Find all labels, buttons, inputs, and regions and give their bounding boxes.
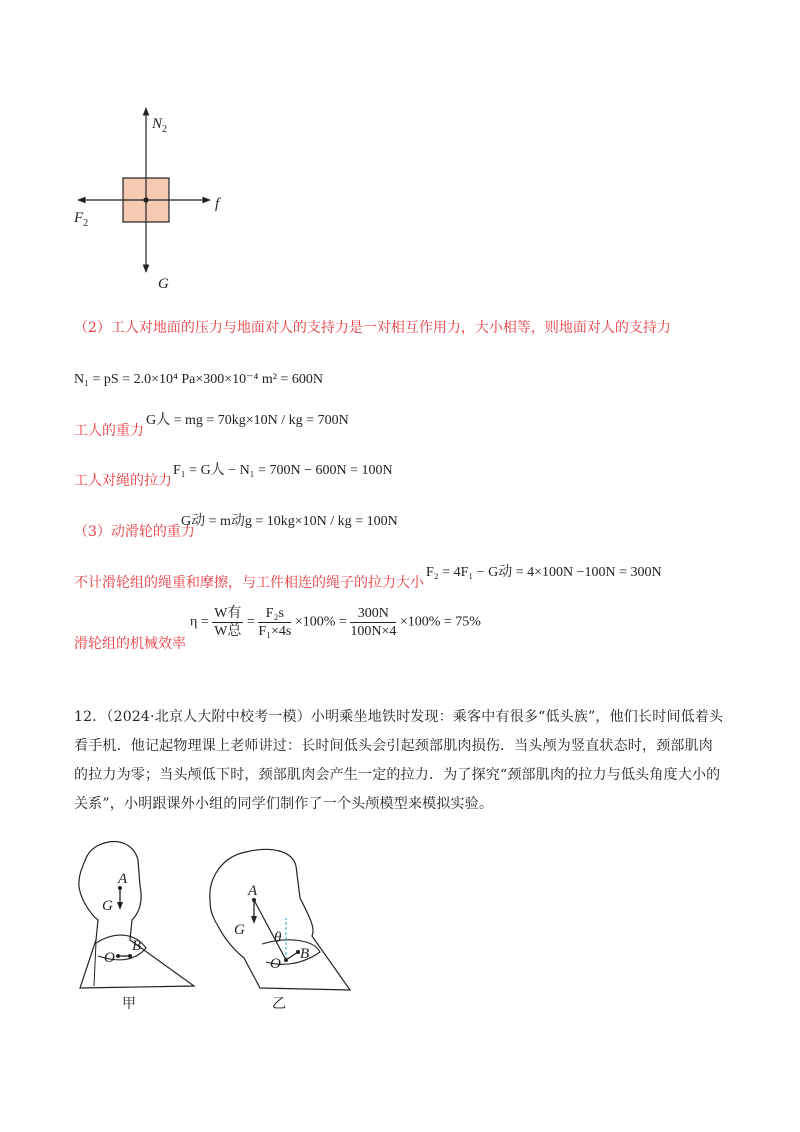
efficiency-label: 滑轮组的机械效率 xyxy=(74,636,186,652)
label-up: $N_2$ xyxy=(152,116,168,135)
svg-text:O: O xyxy=(270,956,281,972)
label-left: $F_2$ xyxy=(74,210,89,229)
svg-text:乙: 乙 xyxy=(272,996,286,1012)
head-figure-2 xyxy=(200,840,370,1012)
label-down: G xyxy=(158,276,169,292)
pull-label: 工人对绳的拉力 xyxy=(74,473,172,489)
eq-gravity: G人 = mg = 70kg×10N / kg = 700N xyxy=(146,413,349,428)
part2-intro: （2）工人对地面的压力与地面对人的支持力是一对相互作用力，大小相等，则地面对人的支持力 xyxy=(74,320,671,336)
eq-pull: F₁ = G人 − N₁ = 700N − 600N = 100N xyxy=(173,463,393,478)
svg-text:甲: 甲 xyxy=(122,996,136,1010)
eq-pulley: G动 = m动g = 10kg×10N / kg = 100N xyxy=(181,514,398,529)
rope-label: 不计滑轮组的绳重和摩擦，与工件相连的绳子的拉力大小 xyxy=(74,575,424,591)
label-right: f xyxy=(215,196,220,212)
eq-rope: F₂ = 4F₁ − G动 = 4×100N −100N = 300N xyxy=(426,565,662,580)
question-12-text: 12．（2024·北京人大附中校考一模）小明乘坐地铁时发现：乘客中有很多“低头族”，他们长时间低着头看手机．他记起物理课上老师讲过：长时间低头会引起颈部肌肉损伤．当头颅为竖直状态时，颈部肌肉的拉力为零；当头颅低下时，颈部肌肉会产生一定的拉力．为了探究“颈部肌肉的拉力与低头角度大小的关系”，小明跟课外小组的同学们制作了一个头颅模型来模拟实验。 xyxy=(74,709,724,812)
force-diagram xyxy=(60,100,250,300)
svg-text:θ: θ xyxy=(274,930,282,946)
gravity-label: 工人的重力 xyxy=(74,423,144,439)
pulley-label: （3）动滑轮的重力 xyxy=(74,524,195,540)
svg-text:G: G xyxy=(102,898,113,914)
svg-text:G: G xyxy=(234,922,245,938)
eq-n1: N₁ = pS = 2.0×10⁴ Pa×300×10⁻⁴ m² = 600N xyxy=(74,372,323,387)
head-figure-1 xyxy=(72,838,200,1010)
svg-text:A: A xyxy=(248,883,258,899)
eq-efficiency: η = $\frac{\text{W有}}{\text{W总}}$ = $\frac{\text{F₂s}}{\text{F₁×4s}}$ ×100% = $\frac{300N}{100N\times 4}$ ×100% = 75% xyxy=(190,606,481,639)
svg-text:O: O xyxy=(104,950,115,966)
svg-text:A: A xyxy=(118,871,128,887)
svg-text:B: B xyxy=(132,938,142,954)
svg-text:B: B xyxy=(300,946,310,962)
